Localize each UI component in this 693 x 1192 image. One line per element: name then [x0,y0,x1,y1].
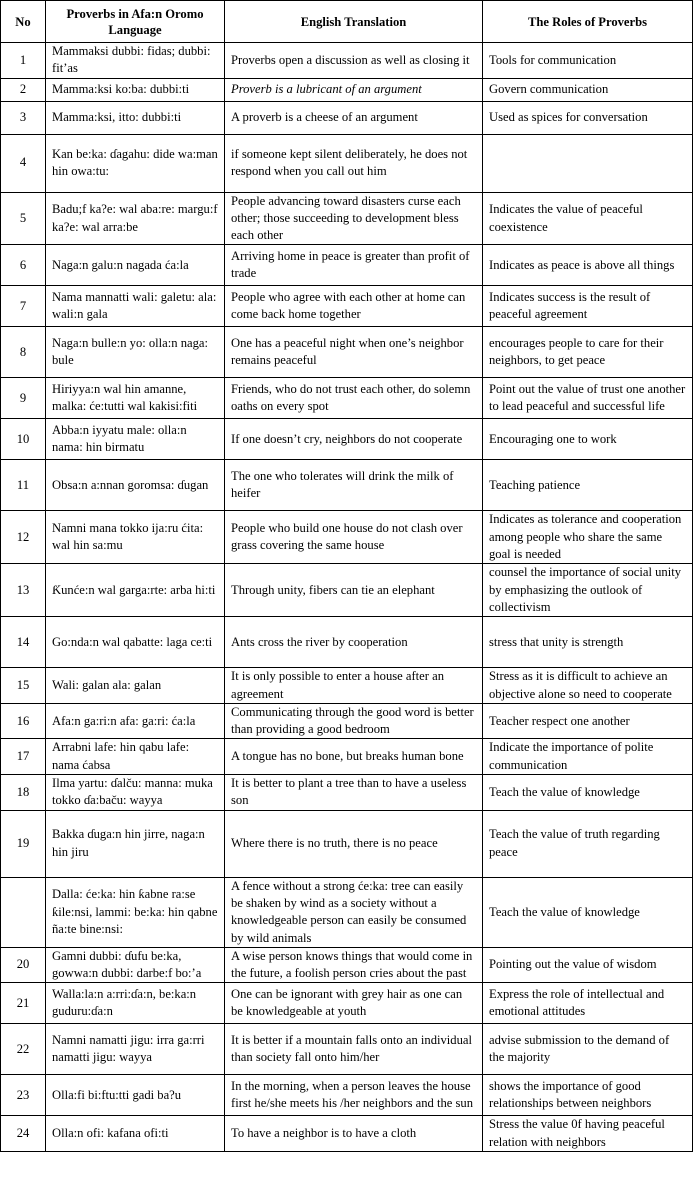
role-cell: Point out the value of trust one another to lead peaceful and successful life [483,378,693,419]
row-number: 13 [1,564,46,617]
row-number: 10 [1,419,46,460]
proverb-cell: Namni namatti jigu: irra ga:rri namatti jigu: wayya [46,1024,225,1075]
table-body [1,43,693,1152]
table-row [1,378,693,419]
translation-cell: if someone kept silent deliberately, he does not respond when you call out him [225,134,483,192]
role-cell: Teaching patience [483,460,693,511]
role-cell: Used as spices for conversation [483,101,693,134]
table-row [1,1075,693,1116]
row-number: 7 [1,286,46,327]
role-cell: Govern communication [483,78,693,101]
translation-cell: Ants cross the river by cooperation [225,617,483,668]
role-cell: Indicates the value of peaceful coexistence [483,192,693,245]
proverb-cell: Arrabni lafe: hin qabu lafe: nama ćabsa [46,739,225,775]
row-number: 20 [1,947,46,983]
table-row [1,1024,693,1075]
translation-cell: Where there is no truth, there is no peace [225,810,483,877]
proverb-cell: Obsa:n a:nnan goromsa: ɗugan [46,460,225,511]
table-row [1,617,693,668]
role-cell: stress that unity is strength [483,617,693,668]
translation-cell: A proverb is a cheese of an argument [225,101,483,134]
proverb-cell: Kan be:ka: ɗagahu: dide wa:man hin owa:tu: [46,134,225,192]
translation-cell: It is only possible to enter a house after an agreement [225,668,483,704]
proverb-cell: Mammaksi dubbi: fidas; dubbi: fit’as [46,43,225,79]
table-row [1,43,693,79]
row-number: 24 [1,1116,46,1152]
role-cell: advise submission to the demand of the majority [483,1024,693,1075]
proverb-cell: Mamma:ksi ko:ba: dubbi:ti [46,78,225,101]
role-cell: Tools for communication [483,43,693,79]
header-no: No [1,1,46,43]
role-cell: Teach the value of truth regarding peace [483,810,693,877]
proverb-cell: Bakka ɗuga:n hin jirre, naga:n hin jiru [46,810,225,877]
table-row [1,134,693,192]
proverb-cell: Go:nda:n wal qabatte: laga ce:ti [46,617,225,668]
translation-cell: People advancing toward disasters curse each other; those succeeding to development bless each other [225,192,483,245]
row-number: 15 [1,668,46,704]
row-number: 2 [1,78,46,101]
translation-cell: People who build one house do not clash over grass covering the same house [225,511,483,564]
proverb-cell: Nama mannatti wali: galetu: ala: wali:n gala [46,286,225,327]
table-row [1,327,693,378]
row-number: 1 [1,43,46,79]
translation-cell: To have a neighbor is to have a cloth [225,1116,483,1152]
role-cell: Indicates as peace is above all things [483,245,693,286]
row-number: 23 [1,1075,46,1116]
translation-cell: A fence without a strong će:ka: tree can easily be shaken by wind as a society without a knowledgeable person can easily be consumed by wild animals [225,877,483,947]
row-number: 14 [1,617,46,668]
proverb-cell: Olla:fi bi:ftu:tti gadi ba?u [46,1075,225,1116]
table-row [1,1116,693,1152]
proverb-cell: Abba:n iyyatu male: olla:n nama: hin birmatu [46,419,225,460]
role-cell: Indicates success is the result of peaceful agreement [483,286,693,327]
proverb-cell: Badu;f ka?e: wal aba:re: margu:f ka?e: wal arra:be [46,192,225,245]
table-row [1,703,693,739]
proverb-cell: Wali: galan ala: galan [46,668,225,704]
table-row [1,419,693,460]
translation-cell: One can be ignorant with grey hair as one can be knowledgeable at youth [225,983,483,1024]
role-cell: counsel the importance of social unity by emphasizing the outlook of collectivism [483,564,693,617]
row-number: 8 [1,327,46,378]
row-number: 12 [1,511,46,564]
proverb-cell: Namni mana tokko ija:ru ćita: wal hin sa:mu [46,511,225,564]
row-number: 11 [1,460,46,511]
role-cell: Indicate the importance of polite communication [483,739,693,775]
proverb-cell: Hiriyya:n wal hin amanne, malka: će:tutti wal kakisi:fiti [46,378,225,419]
role-cell [483,134,693,192]
table-row [1,877,693,947]
table-row [1,564,693,617]
table-row [1,947,693,983]
translation-cell: Proverbs open a discussion as well as closing it [225,43,483,79]
row-number: 21 [1,983,46,1024]
proverb-cell: Afa:n ga:ri:n afa: ga:ri: ća:la [46,703,225,739]
row-number: 6 [1,245,46,286]
proverb-cell: Dalla: će:ka: hin ƙabne ra:se ƙile:nsi, lammi: be:ka: hin qabne ña:te bine:nsi: [46,877,225,947]
role-cell: encourages people to care for their neighbors, to get peace [483,327,693,378]
proverb-cell: Olla:n ofi: kafana ofi:ti [46,1116,225,1152]
translation-cell: It is better if a mountain falls onto an individual than society fall onto him/her [225,1024,483,1075]
row-number: 5 [1,192,46,245]
table-row [1,460,693,511]
translation-cell: A tongue has no bone, but breaks human bone [225,739,483,775]
header-proverb: Proverbs in Afa:n Oromo Language [46,1,225,43]
role-cell: Teach the value of knowledge [483,877,693,947]
proverb-cell: Naga:n galu:n nagada ća:la [46,245,225,286]
translation-cell: Friends, who do not trust each other, do solemn oaths on every spot [225,378,483,419]
proverb-cell: Walla:la:n a:rri:ɗa:n, be:ka:n guduru:ɗa:n [46,983,225,1024]
translation-cell: Communicating through the good word is better than providing a good bedroom [225,703,483,739]
translation-cell: Proverb is a lubricant of an argument [225,78,483,101]
translation-cell: In the morning, when a person leaves the house first he/she meets his /her neighbors and the sun [225,1075,483,1116]
table-row [1,983,693,1024]
proverb-cell: Gamni dubbi: ɗufu be:ka, gowwa:n dubbi: darbe:f bo:’a [46,947,225,983]
proverb-cell: Naga:n bulle:n yo: olla:n naga: bule [46,327,225,378]
table-row [1,668,693,704]
table-row [1,511,693,564]
table-row [1,739,693,775]
role-cell: Stress as it is difficult to achieve an objective alone so need to cooperate [483,668,693,704]
table-row [1,192,693,245]
proverb-cell: Mamma:ksi, itto: dubbi:ti [46,101,225,134]
translation-cell: It is better to plant a tree than to have a useless son [225,775,483,811]
role-cell: Encouraging one to work [483,419,693,460]
role-cell: Indicates as tolerance and cooperation among people who share the same goal is needed [483,511,693,564]
table-row [1,810,693,877]
table-row [1,245,693,286]
role-cell: Teach the value of knowledge [483,775,693,811]
header-row [1,1,693,43]
proverb-cell: Ilma yartu: ɗalču: manna: muka tokko ɗa:baču: wayya [46,775,225,811]
row-number: 19 [1,810,46,877]
table-row [1,286,693,327]
role-cell: Express the role of intellectual and emotional attitudes [483,983,693,1024]
row-number: 22 [1,1024,46,1075]
role-cell: Teacher respect one another [483,703,693,739]
row-number [1,877,46,947]
row-number: 3 [1,101,46,134]
header-role: The Roles of Proverbs [483,1,693,43]
translation-cell: A wise person knows things that would come in the future, a foolish person cries about the past [225,947,483,983]
role-cell: Pointing out the value of wisdom [483,947,693,983]
header-translation: English Translation [225,1,483,43]
translation-cell: Through unity, fibers can tie an elephant [225,564,483,617]
row-number: 16 [1,703,46,739]
table-row [1,775,693,811]
row-number: 18 [1,775,46,811]
translation-cell: If one doesn’t cry, neighbors do not cooperate [225,419,483,460]
proverb-cell: Ƙunće:n wal garga:rte: arba hi:ti [46,564,225,617]
translation-cell: People who agree with each other at home can come back home together [225,286,483,327]
translation-cell: One has a peaceful night when one’s neighbor remains peaceful [225,327,483,378]
translation-cell: The one who tolerates will drink the milk of heifer [225,460,483,511]
table-row [1,78,693,101]
row-number: 9 [1,378,46,419]
role-cell: Stress the value 0f having peaceful relation with neighbors [483,1116,693,1152]
table-row [1,101,693,134]
row-number: 4 [1,134,46,192]
role-cell: shows the importance of good relationships between neighbors [483,1075,693,1116]
translation-cell: Arriving home in peace is greater than profit of trade [225,245,483,286]
row-number: 17 [1,739,46,775]
